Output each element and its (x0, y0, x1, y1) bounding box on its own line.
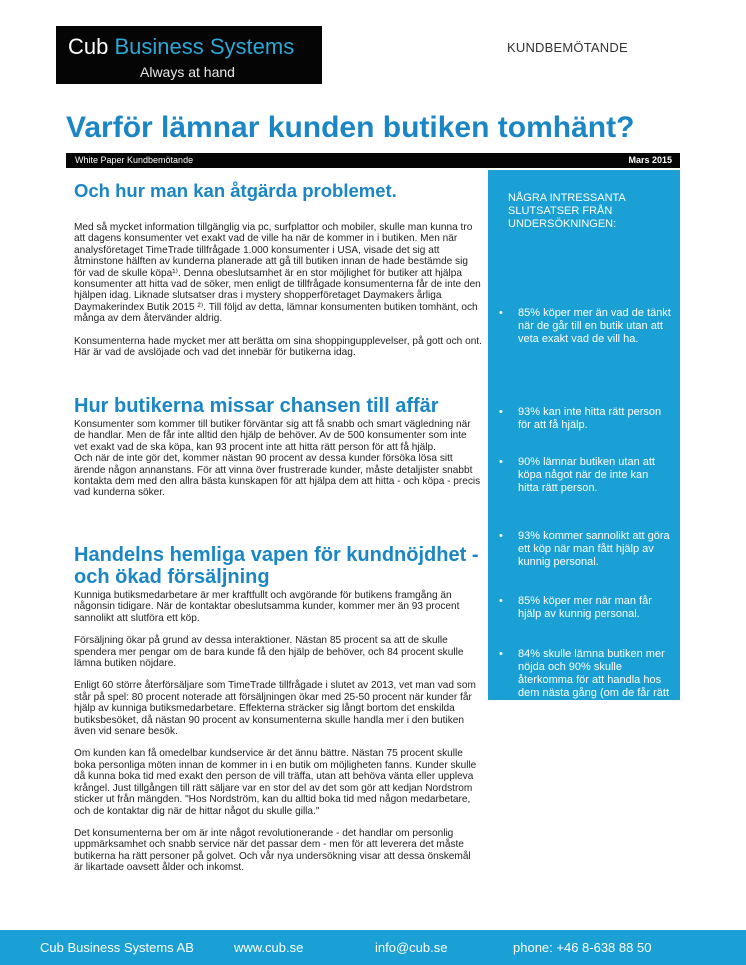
section-3-body (74, 590, 482, 874)
bar-date: Mars 2015 (628, 155, 672, 165)
section-heading-2: Hur butikerna missar chansen till affär (74, 395, 439, 417)
paragraph: Om kunden kan få omedelbar kundservice är det ännu bättre. Nästan 75 procent skulle boka personliga möten innan de kommer in i en butik om möjligheten fanns. Kunder skulle då kunna boka tid med exakt den person de vill träffa, utan att behöva vänta eller uppleva krångel. Just tillgången till rätt säljare var en stor del av det som gör att kedjan Nordstrom sticker ut från mängden. "Hos Nordström, kan du alltid boka tid med någon medarbetare, och de kontaktar dig när de hittar något du skulle gilla." (74, 748, 477, 817)
paragraph: Konsumenter som kommer till butiker förväntar sig att få snabb och smart vägledning när de handlar. Men de får inte alltid den hjälp de behöver. Av de 500 konsumenter som inte vet exakt vad de ska köpa, kan 93 procent inte att hitta rätt person för att få hjälp. (74, 419, 471, 453)
bullet-icon: • (499, 456, 503, 468)
logo-name-part2: Business Systems (114, 34, 295, 59)
footer-email-link[interactable]: info@cub.se (375, 940, 448, 955)
page-footer (0, 930, 746, 965)
paragraph: Försäljning ökar på grund av dessa interaktioner. Nästan 85 procent sa att de skulle spendera mer pengar om de bara kunde få den hjälp de behöver, och 84 procent skulle lämna butiken nöjdare. (74, 635, 464, 670)
footer-website-link[interactable]: www.cub.se (234, 940, 304, 955)
footer-company: Cub Business Systems AB (40, 940, 194, 955)
logo-name-part1: Cub (68, 34, 115, 59)
paragraph: Och när de inte gör det, kommer nästan 90 procent av dessa kunder försöka lösa sitt ärende någon annanstans. För att vinna över frustrerade kunder, måste detaljister snabbt kontakta dem med den allra bästa kunskapen för att hjälpa dem att hitta - och köpa - precis vad kunderna söker. (74, 453, 481, 499)
paragraph: Det konsumenterna ber om är inte något revolutionerande - det handlar om personlig uppmärksamhet och snabb service när det passar dem - men för att leverera det måste butikerna ha rätt personer på golvet. Och vår nya undersökning visar att dessa önskemål är likartade oavsett ålder och inkomst. (74, 827, 471, 874)
subtitle-bar (66, 153, 680, 168)
findings-sidebar: NÅGRA INTRESSANTA SLUTSATSER FRÅN UNDERSÖKNINGEN: • 85% köper mer än vad de tänkt när de går till en butik utan att veta exakt vad de vill ha. • 93% kan inte hitta rätt person för att få hjälp. • 90% lämnar butiken utan att köpa något när de inte kan hitta rätt person. • 93% kommer sannolikt att göra ett köp när man fått hjälp av kunnig personal. • 85% köper mer när man får hjälp av kunnig personal. • 84% skulle lämna butiken mer nöjda och 90% skulle återkomma för att handla hos dem nästa gång (om de får rätt hjälp). • 75% skulle boka en personlig tid i förväg om möjlighet. (488, 170, 680, 700)
logo-wordmark (68, 34, 294, 60)
bullet-icon: • (499, 307, 503, 319)
sidebar-title: NÅGRA INTRESSANTA SLUTSATSER FRÅN UNDERSÖKNINGEN: (508, 192, 626, 230)
bullet-icon: • (499, 648, 503, 660)
paragraph: Konsumenterna hade mycket mer att berätta om sina shoppingupplevelser, på gott och ont. Här är vad de avslöjade och vad det innebär för butikerna idag. (74, 335, 482, 359)
section-heading-3-line2: och ökad försäljning (74, 566, 270, 588)
section-heading-3 (74, 544, 478, 588)
bullet-icon: • (499, 530, 503, 542)
bullet-icon: • (499, 406, 503, 418)
section-2-body (74, 419, 482, 499)
section-1-body (74, 222, 482, 358)
paragraph: Kunniga butiksmedarbetare är mer kraftfullt och avgörande för butikens framgång än någonsin tidigare. När de kontaktar obeslutsamma kunder, kommer mer än 93 procent sannolikt att slutföra ett köp. (74, 590, 460, 624)
company-logo (56, 26, 322, 84)
header-label: KUNDBEMÖTANDE (507, 40, 628, 55)
footer-phone: phone: +46 8-638 88 50 (513, 940, 652, 955)
bullet-icon: • (499, 733, 503, 745)
section-heading-3-line1: Handelns hemliga vapen för kundnöjdhet - (74, 544, 479, 566)
section-heading-1: Och hur man kan åtgärda problemet. (74, 180, 397, 201)
paragraph: Enligt 60 större återförsäljare som TimeTrade tillfrågade i slutet av 2013, vet man vad som står på spel: 80 procent noterade att försäljningen ökar med 25-50 procent när kunder får hjälp av kunniga butiksmedarbetare. Effekterna sträcker sig långt bortom det enskilda butiksbesöket, då nästan 90 procent av konsumenterna skulle handla mer i den butiken även vid senare besök. (74, 680, 476, 738)
bar-left-text: White Paper Kundbemötande (75, 155, 194, 165)
logo-tagline: Always at hand (140, 64, 235, 80)
page-title: Varför lämnar kunden butiken tomhänt? (66, 111, 635, 144)
paragraph: Med så mycket information tillgänglig via pc, surfplattor och mobiler, skulle man kunna tro att dagens konsumenter vet exakt vad de ville ha när de kommer in i butiken. Men när analysföretaget TimeTrade tillfrågade 1.000 konsumenter i USA, visade det sig att åtminstone hälften av kunderna planerade att gå till butiken innan de hade bestämde sig för vad de skulle köpa¹⁾. Denna obeslutsamhet är en stor möjlighet för butiker att hjälpa konsumenter att hitta vad de söker, men enligt de tillfrågade konsumenterna får de inte den hjälpen idag. Liknade slutsatser dras i mystery shopperföretaget Daymakers årliga Daymakerindex Butik 2015 ²⁾. Till följd av detta, lämnar konsumenten butiken tomhänt, och många av dem återvänder aldrig. (74, 222, 481, 325)
bullet-icon: • (499, 595, 503, 607)
